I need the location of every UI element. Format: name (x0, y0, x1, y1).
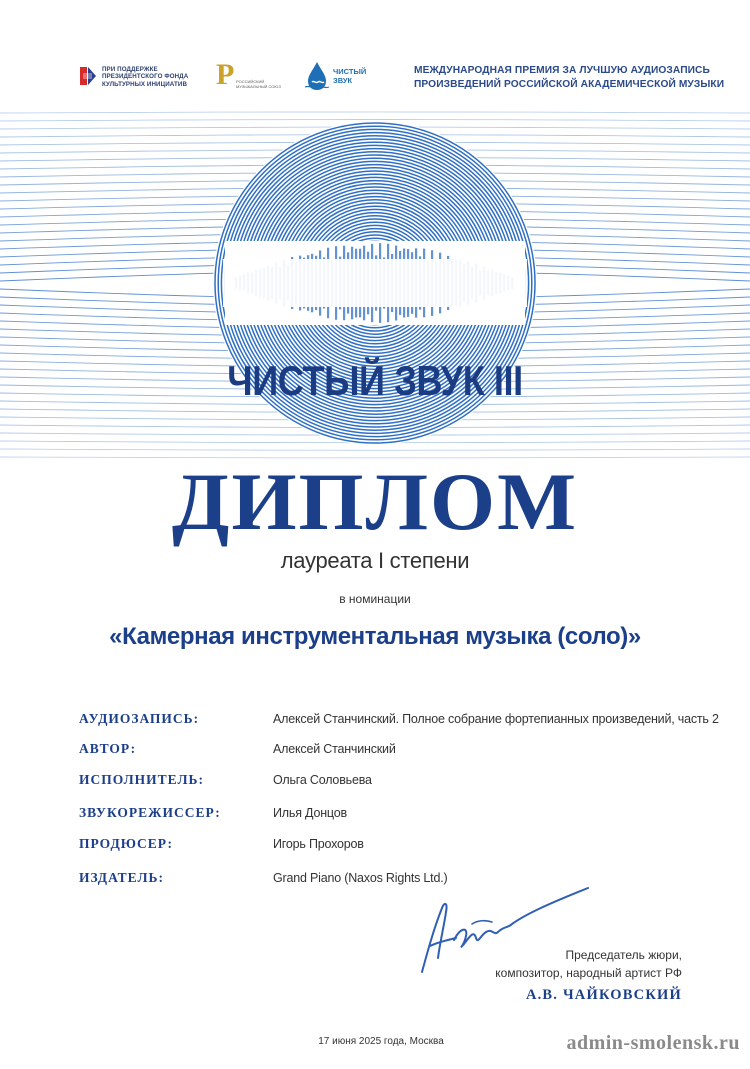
credit-label-performer: ИСПОЛНИТЕЛЬ: (79, 772, 204, 787)
music-union-line: РОССИЙСКИЙ (236, 79, 265, 84)
wave-line (0, 449, 750, 450)
credit-label-recording: АУДИОЗАПИСЬ: (79, 711, 200, 726)
music-union-line: МУЗЫКАЛЬНЫЙ СОЮЗ (236, 84, 281, 89)
presidential-fund-text (102, 66, 188, 88)
clean-sound-line: ЗВУК (333, 75, 353, 85)
clean-sound-text (333, 68, 366, 85)
nomination-label: в номинации (339, 592, 411, 606)
water-drop-icon (303, 60, 331, 92)
award-title-line: ПРОИЗВЕДЕНИЙ РОССИЙСКОЙ АКАДЕМИЧЕСКОЙ МУЗЫКИ (414, 79, 725, 90)
fund-line: КУЛЬТУРНЫХ ИНИЦИАТИВ (102, 80, 188, 88)
wave-line (0, 112, 750, 113)
credit-value-engineer: Илья Донцов (273, 806, 347, 820)
wave-line (0, 120, 750, 122)
credit-label-publisher: ИЗДАТЕЛЬ: (79, 870, 164, 885)
clean-sound-logo (303, 60, 373, 96)
title-strip (223, 259, 527, 307)
watermark: admin-smolensk.ru (566, 1032, 740, 1054)
credit-label-author: АВТОР: (79, 741, 137, 756)
presidential-fund-logo (78, 63, 188, 91)
signatory-role-line: композитор, народный артист РФ (495, 966, 682, 980)
credit-value-recording: Алексей Станчинский. Полное собрание фортепианных произведений, часть 2 (273, 712, 719, 726)
credit-label-engineer: ЗВУКОРЕЖИССЕР: (79, 805, 221, 820)
signatory-role-line: Председатель жюри, (565, 948, 682, 962)
credit-value-performer: Ольга Соловьева (273, 773, 372, 787)
award-title-line: МЕЖДУНАРОДНАЯ ПРЕМИЯ ЗА ЛУЧШУЮ АУДИОЗАПИСЬ (414, 65, 710, 76)
diploma-heading: ДИПЛОМ (171, 456, 579, 547)
credit-label-producer: ПРОДЮСЕР: (79, 836, 173, 851)
credit-value-author: Алексей Станчинский (273, 742, 396, 756)
presidential-fund-icon (78, 65, 98, 87)
credit-value-producer: Игорь Прохоров (273, 837, 364, 851)
music-union-logo (216, 60, 296, 96)
clean-sound-line: ЧИСТЫЙ (333, 67, 367, 76)
emblem (0, 105, 750, 475)
credit-value-publisher: Grand Piano (Naxos Rights Ltd.) (273, 871, 448, 885)
signatory-role (470, 946, 682, 982)
fund-line: ПРЕЗИДЕНТСКОГО ФОНДА (102, 73, 189, 81)
music-union-icon: Р (216, 58, 235, 91)
fund-line: ПРИ ПОДДЕРЖКЕ (102, 66, 158, 73)
music-union-text (236, 79, 281, 89)
award-title (414, 64, 725, 92)
date-place: 17 июня 2025 года, Москва (318, 1036, 444, 1047)
nomination-title: «Камерная инструментальная музыка (соло)» (109, 623, 641, 650)
emblem-title: ЧИСТЫЙ ЗВУК III (227, 357, 523, 404)
laureate-degree: лауреата I степени (280, 548, 470, 573)
emblem-rings (0, 105, 750, 475)
signatory-name: А.В. ЧАЙКОВСКИЙ (525, 987, 682, 1003)
